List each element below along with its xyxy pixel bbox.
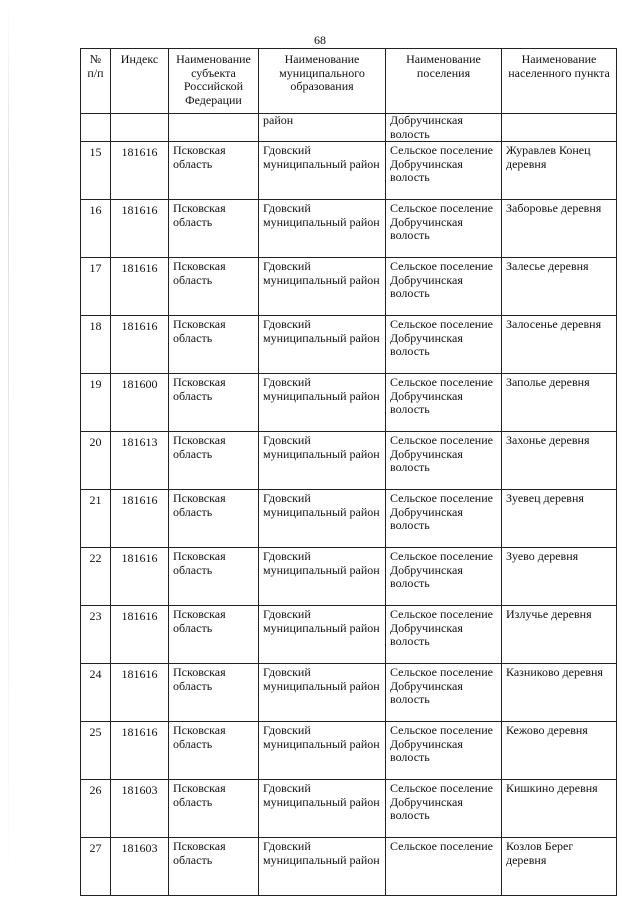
cell-locality: Козлов Берег деревня <box>502 838 617 896</box>
cell-subject: Псковская область <box>169 142 259 200</box>
table-row <box>81 200 617 258</box>
table-row <box>81 490 617 548</box>
cell-subject: Псковская область <box>169 200 259 258</box>
cell-municipality: район <box>259 114 386 142</box>
cell-num: 17 <box>81 258 111 316</box>
table-row <box>81 258 617 316</box>
cell-municipality: Гдовский муниципальный район <box>259 548 386 606</box>
header-num: № п/п <box>81 49 111 114</box>
cell-index: 181616 <box>111 258 169 316</box>
cell-num: 15 <box>81 142 111 200</box>
table-row <box>81 664 617 722</box>
cell-subject: Псковская область <box>169 722 259 780</box>
page-number: 68 <box>314 33 326 47</box>
cell-subject: Псковская область <box>169 548 259 606</box>
cell-locality: Захонье деревня <box>502 432 617 490</box>
cell-subject: Псковская область <box>169 780 259 838</box>
table-row <box>81 374 617 432</box>
cell-locality: Кежово деревня <box>502 722 617 780</box>
cell-municipality: Гдовский муниципальный район <box>259 490 386 548</box>
cell-index: 181603 <box>111 780 169 838</box>
cell-locality: Казниково деревня <box>502 664 617 722</box>
cell-index: 181616 <box>111 142 169 200</box>
cell-settlement: Сельское поселение Добручинская волость <box>386 316 502 374</box>
cell-settlement: Сельское поселение Добручинская волость <box>386 606 502 664</box>
cell-subject: Псковская область <box>169 258 259 316</box>
cell-municipality: Гдовский муниципальный район <box>259 200 386 258</box>
cell-locality: Залосенье деревня <box>502 316 617 374</box>
cell-num: 24 <box>81 664 111 722</box>
cell-index: 181616 <box>111 548 169 606</box>
cell-num: 18 <box>81 316 111 374</box>
cell-num: 27 <box>81 838 111 896</box>
cell-municipality: Гдовский муниципальный район <box>259 316 386 374</box>
cell-municipality: Гдовский муниципальный район <box>259 838 386 896</box>
cell-municipality: Гдовский муниципальный район <box>259 142 386 200</box>
cell-num: 23 <box>81 606 111 664</box>
cell-index: 181616 <box>111 490 169 548</box>
cell-municipality: Гдовский муниципальный район <box>259 780 386 838</box>
cell-subject: Псковская область <box>169 838 259 896</box>
table-header-row <box>81 49 617 114</box>
table-row <box>81 606 617 664</box>
cell-settlement: Добручинская волость <box>386 114 502 142</box>
cell-municipality: Гдовский муниципальный район <box>259 606 386 664</box>
cell-subject: Псковская область <box>169 606 259 664</box>
cell-settlement: Сельское поселение Добручинская волость <box>386 490 502 548</box>
cell-locality <box>502 114 617 142</box>
cell-subject: Псковская область <box>169 374 259 432</box>
cell-num: 20 <box>81 432 111 490</box>
cell-num: 26 <box>81 780 111 838</box>
cell-locality: Зуево деревня <box>502 548 617 606</box>
header-index: Индекс <box>111 49 169 114</box>
header-municipality: Наименование муниципального образования <box>259 49 386 114</box>
cell-settlement: Сельское поселение Добручинская волость <box>386 258 502 316</box>
cell-num: 21 <box>81 490 111 548</box>
cell-locality: Заполье деревня <box>502 374 617 432</box>
cell-settlement: Сельское поселение Добручинская волость <box>386 374 502 432</box>
cell-index: 181600 <box>111 374 169 432</box>
cell-municipality: Гдовский муниципальный район <box>259 258 386 316</box>
cell-settlement: Сельское поселение Добручинская волость <box>386 722 502 780</box>
cell-index: 181603 <box>111 838 169 896</box>
cell-settlement: Сельское поселение Добручинская волость <box>386 780 502 838</box>
cell-index: 181616 <box>111 664 169 722</box>
cell-settlement: Сельское поселение Добручинская волость <box>386 548 502 606</box>
cell-index: 181613 <box>111 432 169 490</box>
continuation-row <box>81 114 617 142</box>
table-row <box>81 548 617 606</box>
cell-locality: Зуевец деревня <box>502 490 617 548</box>
cell-num: 19 <box>81 374 111 432</box>
cell-locality: Журавлев Конец деревня <box>502 142 617 200</box>
header-locality: Наименование населенного пункта <box>502 49 617 114</box>
table-row <box>81 722 617 780</box>
cell-subject: Псковская область <box>169 664 259 722</box>
cell-index <box>111 114 169 142</box>
table-row <box>81 838 617 896</box>
table-row <box>81 142 617 200</box>
table-row <box>81 432 617 490</box>
cell-locality: Заборовье деревня <box>502 200 617 258</box>
header-settlement: Наименование поселения <box>386 49 502 114</box>
cell-settlement: Сельское поселение <box>386 838 502 896</box>
cell-settlement: Сельское поселение Добручинская волость <box>386 200 502 258</box>
header-subject: Наименование субъекта Российской Федерации <box>169 49 259 114</box>
cell-num: 22 <box>81 548 111 606</box>
cell-subject: Псковская область <box>169 316 259 374</box>
cell-index: 181616 <box>111 316 169 374</box>
cell-subject: Псковская область <box>169 490 259 548</box>
cell-settlement: Сельское поселение Добручинская волость <box>386 432 502 490</box>
localities-table <box>80 48 617 896</box>
cell-index: 181616 <box>111 722 169 780</box>
cell-settlement: Сельское поселение Добручинская волость <box>386 664 502 722</box>
cell-num: 25 <box>81 722 111 780</box>
cell-municipality: Гдовский муниципальный район <box>259 432 386 490</box>
cell-municipality: Гдовский муниципальный район <box>259 664 386 722</box>
table-row <box>81 316 617 374</box>
cell-index: 181616 <box>111 606 169 664</box>
cell-num <box>81 114 111 142</box>
cell-municipality: Гдовский муниципальный район <box>259 374 386 432</box>
cell-index: 181616 <box>111 200 169 258</box>
cell-settlement: Сельское поселение Добручинская волость <box>386 142 502 200</box>
cell-locality: Кишкино деревня <box>502 780 617 838</box>
scan-edge <box>8 0 9 905</box>
cell-num: 16 <box>81 200 111 258</box>
table-row <box>81 780 617 838</box>
cell-locality: Излучье деревня <box>502 606 617 664</box>
table-container <box>80 48 616 867</box>
cell-subject: Псковская область <box>169 432 259 490</box>
cell-subject <box>169 114 259 142</box>
cell-locality: Залесье деревня <box>502 258 617 316</box>
cell-municipality: Гдовский муниципальный район <box>259 722 386 780</box>
